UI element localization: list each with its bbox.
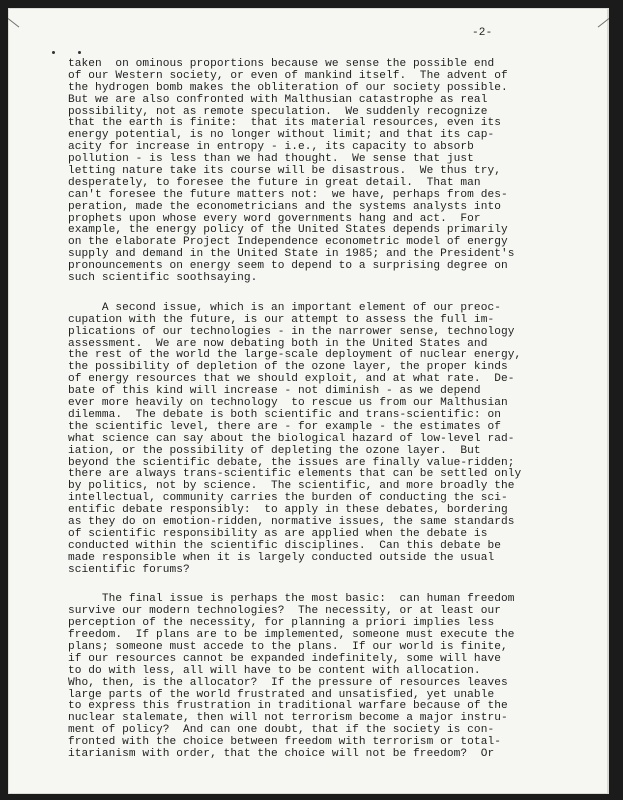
text-line: to do with less, all will have to be content with allocation. bbox=[68, 664, 481, 677]
text-line: Who, then, is the allocator? If the pressure of resources leaves bbox=[68, 676, 508, 689]
text-line: taken on ominous proportions because we sense the possible end bbox=[68, 58, 495, 70]
text-line: supply and demand in the United State in 1985; and the President's bbox=[68, 248, 515, 261]
text-line: by politics, not by science. The scientific, and more broadly the bbox=[68, 480, 515, 493]
paragraph-2 bbox=[68, 303, 552, 576]
text-line: ever more heavily on technology to rescue us from our Malthusian bbox=[68, 397, 508, 410]
corner-mark-left bbox=[8, 18, 19, 27]
text-line: iation, or the possibility of depleting the ozone layer. But bbox=[68, 444, 481, 457]
text-line: prophets upon whose every word governments hang and act. For bbox=[68, 212, 481, 225]
text-line: of energy resources that we should exploit, and at what rate. De- bbox=[68, 373, 515, 386]
text-line: freedom. If plans are to be implemented, someone must execute the bbox=[68, 629, 515, 642]
text-line: if our resources cannot be expanded indefinitely, some will have bbox=[68, 652, 501, 665]
text-line: on the elaborate Project Independence econometric model of energy bbox=[68, 236, 508, 249]
text-line: as they do on emotion-ridden, normative issues, the same standards bbox=[68, 515, 515, 528]
text-line: fronted with the choice between freedom with terrorism or total- bbox=[68, 736, 501, 749]
text-line: entific debate responsibly: to apply in these debates, bordering bbox=[68, 504, 508, 517]
text-line: the hydrogen bomb makes the obliteration of our society possible. bbox=[68, 81, 508, 94]
text-line: large parts of the world frustrated and unsatisfied, yet unable bbox=[68, 688, 495, 701]
page-number: -2- bbox=[472, 27, 493, 39]
text-line: acity for increase in entropy - i.e., its capacity to absorb bbox=[68, 141, 474, 154]
text-line: itarianism with order, that the choice will not be freedom? Or bbox=[68, 747, 495, 760]
text-line: The final issue is perhaps the most basic: can human freedom bbox=[68, 593, 515, 606]
document-page bbox=[8, 8, 609, 794]
binding-dot-right bbox=[78, 51, 81, 54]
text-line: possibility, not as remote speculation. We suddenly recognize bbox=[68, 105, 488, 118]
text-line: the possibility of depletion of the ozone layer, the proper kinds bbox=[68, 361, 508, 374]
text-line: survive our modern technologies? The necessity, or at least our bbox=[68, 605, 501, 618]
text-line: conducted within the scientific disciplines. Can this debate be bbox=[68, 539, 501, 552]
paragraph-1 bbox=[68, 59, 552, 285]
text-line: ment of policy? And can one doubt, that if the society is con- bbox=[68, 724, 495, 737]
text-line: nuclear stalemate, then will not terrorism become a major instru- bbox=[68, 712, 508, 725]
text-line: such scientific soothsaying. bbox=[68, 272, 258, 285]
paragraph-3 bbox=[68, 594, 552, 760]
text-line: perception of the necessity, for planning a priori implies less bbox=[68, 617, 495, 630]
text-line: to express this frustration in traditional warfare because of the bbox=[68, 700, 508, 713]
text-line: energy potential, is no longer without limit; and that its cap- bbox=[68, 129, 495, 142]
text-line: scientific forums? bbox=[68, 563, 190, 576]
text-line: cupation with the future, is our attempt to assess the full im- bbox=[68, 313, 495, 326]
text-line: can't foresee the future matters not: we have, perhaps from des- bbox=[68, 188, 508, 201]
text-line: of scientific responsibility as are applied when the debate is bbox=[68, 527, 488, 540]
text-line: intellectual, community carries the burden of conducting the sci- bbox=[68, 492, 508, 505]
text-line: the scientific level, there are - for example - the estimates of bbox=[68, 420, 501, 433]
text-line: beyond the scientific debate, the issues are finally value-ridden; bbox=[68, 456, 515, 469]
text-line: plans; someone must accede to the plans. If our world is finite, bbox=[68, 640, 508, 653]
text-line: peration, made the econometricians and the systems analysts into bbox=[68, 200, 501, 213]
text-line: made responsible when it is largely conducted outside the usual bbox=[68, 551, 495, 564]
body-text bbox=[68, 59, 552, 761]
text-line: that the earth is finite: that its material resources, even its bbox=[68, 117, 501, 130]
text-line: of our Western society, or even of mankind itself. The advent of bbox=[68, 69, 508, 82]
text-line: the rest of the world the large-scale deployment of nuclear energy, bbox=[68, 349, 522, 362]
text-line: assessment. We are now debating both in the United States and bbox=[68, 337, 488, 350]
text-line: plications of our technologies - in the narrower sense, technology bbox=[68, 325, 515, 338]
paragraph-gap bbox=[68, 576, 552, 594]
text-line: pollution - is less than we had thought. We sense that just bbox=[68, 153, 474, 166]
binding-dot-left bbox=[52, 51, 55, 54]
text-line: A second issue, which is an important element of our preoc- bbox=[68, 301, 501, 314]
paragraph-gap bbox=[68, 285, 552, 303]
text-line: pronouncements on energy seem to depend to a surprising degree on bbox=[68, 260, 508, 273]
text-line: what science can say about the biological hazard of low-level rad- bbox=[68, 432, 515, 445]
text-line: there are always trans-scientific elements that can be settled only bbox=[68, 468, 522, 481]
text-line: letting nature take its course will be disastrous. We thus try, bbox=[68, 165, 501, 178]
text-line: But we are also confronted with Malthusian catastrophe as real bbox=[68, 93, 488, 106]
text-line: dilemma. The debate is both scientific and trans-scientific: on bbox=[68, 408, 501, 421]
text-line: bate of this kind will increase - not diminish - as we depend bbox=[68, 385, 481, 398]
text-line: example, the energy policy of the United States depends primarily bbox=[68, 224, 508, 237]
text-line: desperately, to foresee the future in great detail. That man bbox=[68, 176, 481, 189]
page-edge-shadow bbox=[607, 8, 609, 794]
